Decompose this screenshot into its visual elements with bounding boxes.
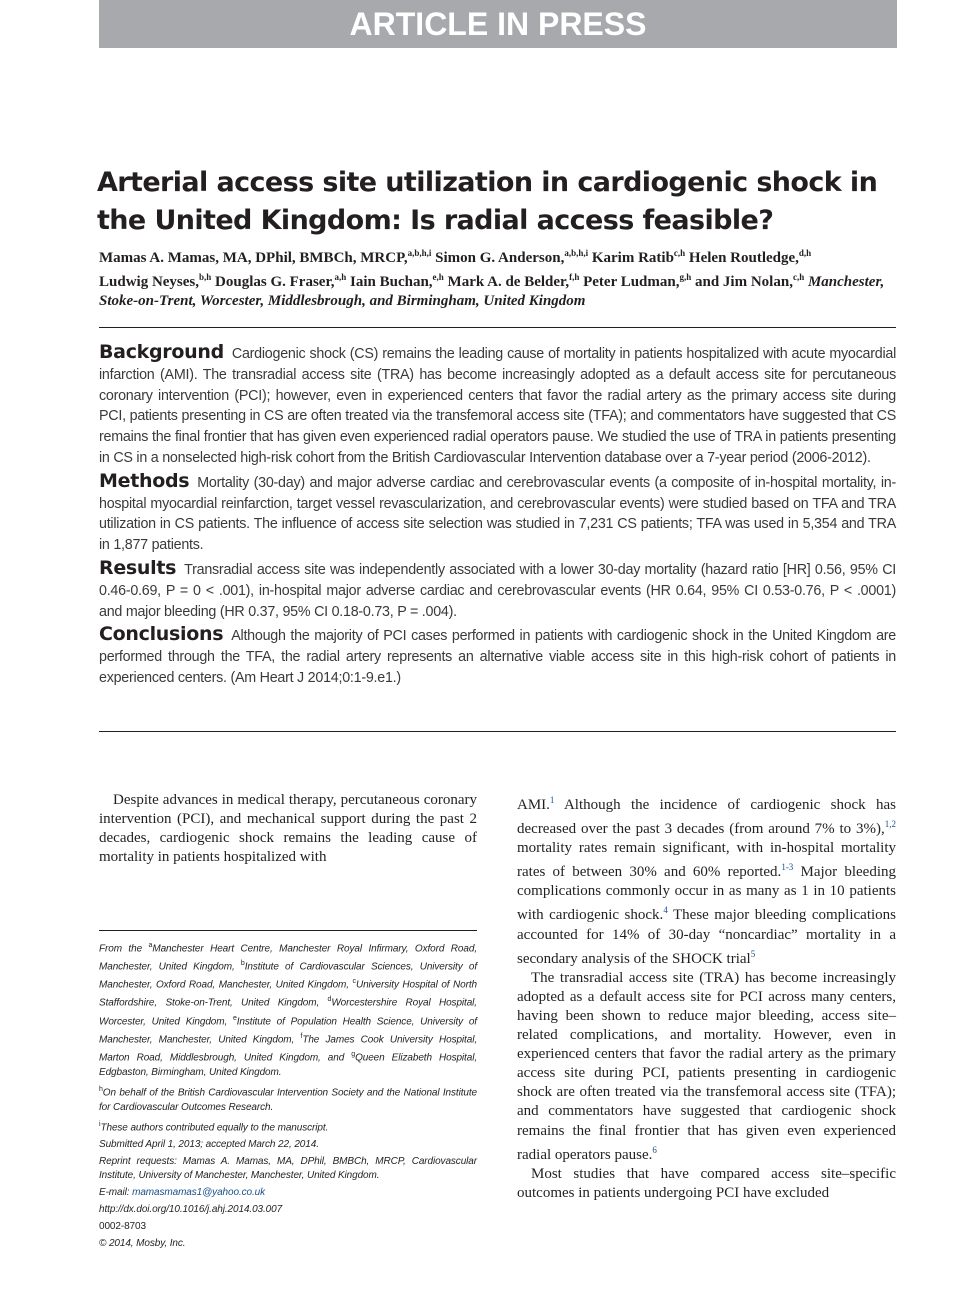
citation-ref[interactable]: 6 [652,1144,657,1155]
conclusions-heading: Conclusions [99,623,224,646]
body-text: These major bleeding complications accounted for 14% of 30-day “noncardiac” mortality in a secondary analysis of the SHOCK trial [517,907,896,967]
citation-ref[interactable]: 5 [750,948,756,959]
citation-ref[interactable]: 4 [663,905,668,916]
body-text: mortality rates remain significant, with in-hospital mortality rates of between 30% and 60% reported. [517,840,896,881]
author-affil-marks: g,h [679,272,692,282]
footnote-text: From the [99,943,149,955]
body-left-column [99,791,477,867]
author-name: Mamas A. Mamas, MA, DPhil, BMBCh, MRCP, [99,250,408,266]
footnote-mark: d [327,996,332,1004]
affiliations-footnote [99,939,477,1081]
footnotes [99,939,477,1253]
results-text: Transradial access site was independently associated with a lower 30-day mortality (hazard ratio [HR] 0.56, 95% CI 0.46-0.69, P = 0 < .001), in-hospital major adverse cardiac and cerebrovascular events (HR 0.64, 95% CI 0.53-0.76, P < .0001) and major bleeding (HR 0.37, 95% CI 0.18-0.73, P = .004). [99,561,896,620]
author-name: Simon G. Anderson, [435,250,565,266]
author-name: Peter Ludman, [583,274,680,290]
footnote-mark: a [148,942,153,949]
footnote-text: Manchester Heart Centre, Manchester Royal Infirmary, Oxford Road, Manchester, United Kingdom, [99,943,477,973]
abstract-results [99,558,896,622]
citation-ref[interactable]: 1-3 [781,862,794,873]
footnote-mark: c [352,978,356,986]
footnote-text: The James Cook University Hospital, Marton Road, Middlesbrough, United Kingdom, and [99,1033,477,1064]
body-text: Major bleeding complications commonly occur in as many as 1 in 10 patients with cardiogenic shock. [517,864,897,924]
author-name: Iain Buchan, [350,274,433,290]
abstract [99,342,896,691]
email-label: E-mail: [99,1187,133,1199]
footnote-rule [99,930,477,931]
author-affil-marks: d,h [798,248,812,258]
abstract-methods [99,471,896,556]
results-heading: Results [99,556,177,579]
footnote-text: On behalf of the British Cardiovascular Intervention Society and the National Institute for Cardiovascular Outcomes Research. [99,1087,477,1113]
article-in-press-banner: ARTICLE IN PRESS [99,0,897,48]
footnote-text: Institute of Cardiovascular Sciences, University of Manchester, Oxford Road, Manchester, United Kingdom, [99,961,477,991]
article-title: Arterial access site utilization in cardiogenic shock in the United Kingdom: Is radial access feasible? [97,167,878,236]
author-name: Douglas G. Fraser, [215,274,335,290]
body-paragraph [517,791,896,969]
author-name: Mark A. de Belder, [447,274,570,290]
methods-text: Mortality (30-day) and major adverse cardiac and cerebrovascular events (a composite of in-hospital mortality, in-hospital myocardial reinfarction, target vessel revascularization, and cerebrovascular events) were studied based on TFA and TRA utilization in CS patients. The influence of access site selection was studied in 7,231 CS patients; TFA was used in 5,354 and TRA in 1,877 patients. [99,474,896,554]
footnote-text: These authors contributed equally to the manuscript. [100,1121,329,1133]
doi-link[interactable]: http://dx.doi.org/10.1016/j.ahj.2014.03.007 [99,1203,283,1215]
reprint-requests: Reprint requests: Mamas A. Mamas, MA, DPhil, BMBCh, MRCP, Cardiovascular Institute, University of Manchester, Manchester, United Kingdom. [99,1155,477,1182]
background-text: Cardiogenic shock (CS) remains the leading cause of mortality in patients hospitalized with acute myocardial infarction (AMI). The transradial access site (TRA) has become increasingly adopted as a default access site for percutaneous coronary intervention (PCI); however, even in experienced centers that favor the radial artery as the primary access site during PCI, patients presenting in CS are often treated via the transfemoral access site (TFA); and commentators have suggested that CS remains the final frontier that has given even experienced radial operators pause. We studied the use of TRA in patients presenting in CS in a nonselected high-risk cohort from the British Cardiovascular Intervention database over a 7-year period (2006-2012). [99,346,896,466]
equal-contribution-footnote [99,1118,477,1136]
author-affil-marks: f,h [569,272,580,282]
issn: 0002-8703 [99,1220,146,1232]
conclusions-text: Although the majority of PCI cases performed in patients with cardiogenic shock in the United Kingdom are performed through the TFA, the radial artery represents an alternative viable access site in this high-risk cohort of patients in experienced centers. (Am Heart J 2014;0:1-9.e1.) [99,628,896,686]
email-line [99,1186,477,1201]
copyright: © 2014, Mosby, Inc. [99,1237,186,1249]
citation-ref[interactable]: 1,2 [884,819,896,830]
abstract-background [99,342,896,469]
affiliation-locations: Manchester, Stoke-on-Trent, Worcester, Middlesbrough, and Birmingham, United Kingdom [99,274,885,309]
footnote-mark: h [99,1085,103,1093]
author-affil-marks: a,b,h,i [407,248,432,258]
footnote-mark: e [232,1014,237,1022]
author-name: Karim Ratib [591,250,674,266]
citation-ref[interactable]: 1 [549,795,555,805]
body-text: The transradial access site (TRA) has become increasingly adopted as a default access site for PCI across many centers, having been shown to reduce major bleeding, access site–related complications, and mortality. However, even in experienced centers that favor the radial artery as the primary access site during PCI, patients presenting in cardiogenic shock are often treated via the transfemoral access site (TFA); and commentators have suggested that cardiogenic shock remains the final frontier that has given even experienced radial operators pause. [517,969,896,1163]
footnote-mark: f [300,1032,303,1040]
body-right-column [517,791,896,1203]
author-name: Helen Routledge, [688,250,799,266]
body-text: Although the incidence of cardiogenic shock has decreased over the past 3 decades (from around 7% to 3%), [517,797,896,838]
body-text: AMI. [517,797,550,813]
abstract-conclusions [99,624,896,688]
author-list [99,244,899,311]
footnote-mark: i [99,1120,101,1128]
body-paragraph [517,969,896,1165]
author-name: Ludwig Neyses, [99,274,200,290]
footnote-mark: b [240,960,245,968]
author-affil-marks: b,h [199,272,212,282]
intro-paragraph: Despite advances in medical therapy, percutaneous coronary intervention (PCI), and mechanical support during the past 2 decades, cardiogenic shock remains the leading cause of mortality in patients hospitalized with [99,792,477,866]
methods-heading: Methods [99,469,190,492]
footnote-text: Institute of Population Health Science, University of Manchester, Manchester, United Kingdom, [99,1015,477,1045]
email-link[interactable]: mamasmamas1@yahoo.co.uk [132,1187,265,1199]
footnote-text: University Hospital of North Staffordshire, Stoke-on-Trent, United Kingdom, [99,979,477,1009]
body-paragraph: Most studies that have compared access site–specific outcomes in patients undergoing PCI have excluded [517,1165,896,1201]
author-affil-marks: a,h [334,272,347,282]
author-name: and Jim Nolan, [695,274,793,290]
submission-dates: Submitted April 1, 2013; accepted March 22, 2014. [99,1138,319,1150]
abstract-bottom-rule [99,731,896,732]
background-heading: Background [99,341,224,363]
footnote-mark: g [351,1050,356,1058]
consortium-footnote [99,1083,477,1116]
abstract-top-rule [99,327,896,328]
author-affil-marks: c,h [792,272,805,282]
footnote-text: Worcestershire Royal Hospital, Worcester, United Kingdom, [99,997,477,1027]
author-affil-marks: e,h [432,272,444,282]
author-affil-marks: c,h [673,248,686,258]
footnote-text: Queen Elizabeth Hospital, Edgbaston, Birmingham, United Kingdom. [99,1052,477,1078]
author-affil-marks: a,b,h,i [564,248,589,258]
